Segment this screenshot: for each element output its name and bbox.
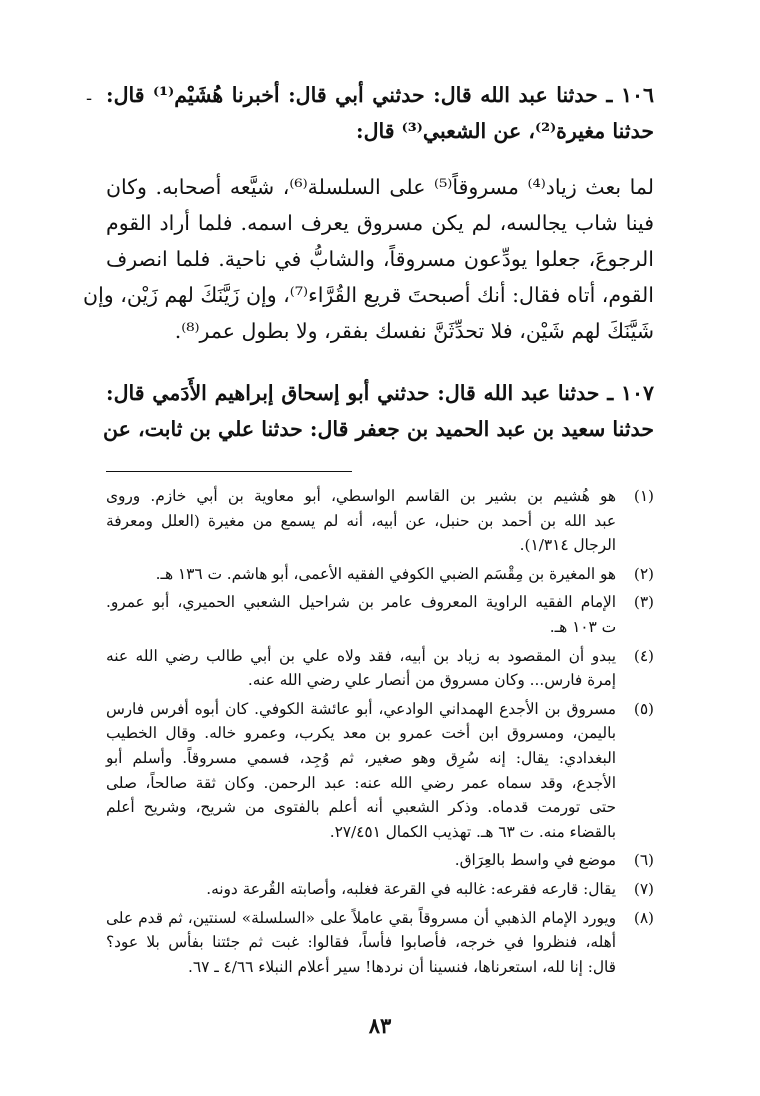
hadith-106-text-line: لما بعث زياد⁽⁴⁾ مسروقاً⁽⁵⁾ على السلسلة⁽⁶⁾، شيَّعه أصحابه. وكان — [106, 175, 654, 199]
hadith-106-text-line: الرجوعَ، جعلوا يودِّعون مسروقاً، والشابُّ في ناحية. فلما انصرف — [106, 247, 654, 271]
footnote-number: (٥) — [633, 699, 654, 718]
hadith-107-number: ١٠٧ — [620, 381, 654, 405]
footnote-separator — [106, 471, 352, 472]
footnote-1: (١) هو هُشيم بن بشير بن القاسم الواسطي، أبو معاوية بن أبي خازم. وروى عبد الله بن أحمد بن حنبل، عن أبيه، أنه لم يسمع من مغيرة (العلل ومعرفة الرجال ١/٣١٤). — [106, 484, 654, 558]
hadith-106-text-line: فينا شاب يجالسه، لم يكن مسروق يعرف اسمه. فلما أراد القوم — [106, 211, 654, 235]
footnotes — [106, 484, 654, 979]
hadith-106-number: ١٠٦ — [620, 83, 654, 107]
footnote-2: (٢) هو المغيرة بن مِقْسَم الضبي الكوفي الفقيه الأعمى، أبو هاشم. ت ١٣٦ هـ. — [106, 562, 654, 587]
footnote-number: (٣) — [633, 593, 654, 612]
footnote-number: (٢) — [633, 564, 654, 583]
footnote-number: (٧) — [633, 879, 654, 898]
hadith-106-text-line: القوم، أتاه فقال: أنك أصبحتَ قريع القُرَّاء⁽⁷⁾، وإن زَيَّنَكَ لهم زَيْن، وإن — [83, 283, 654, 307]
page-number: ٨٣ — [368, 1013, 392, 1038]
footnote-number: (٨) — [633, 908, 654, 927]
hadith-107-isnad-line-2: حدثنا سعيد بن عبد الحميد بن جعفر قال: حدثنا علي بن ثابت، عن — [103, 417, 654, 441]
hadith-106-isnad-line-1: ١٠٦ ـ حدثنا عبد الله قال: حدثني أبي قال: أخبرنا هُشَيْم⁽¹⁾ قال: — [106, 83, 654, 107]
hadith-106-isnad-line-2: حدثنا مغيرة⁽²⁾، عن الشعبي⁽³⁾ قال: — [356, 119, 654, 143]
footnote-6: (٦) موضع في واسط بالعِرَاق. — [106, 848, 654, 873]
footnote-number: (١) — [633, 487, 654, 505]
hadith-107-isnad-line-1: ١٠٧ ـ حدثنا عبد الله قال: حدثني أبو إسحاق إبراهيم الأَدَمي قال: — [106, 381, 654, 405]
footnote-7: (٧) يقال: قارعه فقرعه: غالبه في القرعة فغلبه، وأصابته القُرعة دونه. — [106, 877, 654, 902]
footnote-4: (٤) يبدو أن المقصود به زياد بن أبيه، فقد ولاه علي بن أبي طالب رضي الله عنه إمرة فارس... وكان مسروق من أنصار علي رضي الله عنه. — [106, 644, 654, 693]
footnote-number: (٦) — [633, 851, 654, 870]
footnote-number: (٤) — [633, 646, 654, 665]
margin-mark: - — [86, 88, 93, 109]
footnote-8: (٨) ويورد الإمام الذهبي أن مسروقاً بقي عاملاً على «السلسلة» لسنتين، ثم قدم على أهله، فنظروا في خرجه، فأصابوا فأساً، فقالوا: غبت ثم جئتنا بفأس بلا عود؟ قال: إنا لله، استعرناها، فنسينا أن نردها! سير أعلام النبلاء ٤/٦٦ ـ ٦٧. — [106, 906, 654, 980]
hadith-106-text-line: شَيَّنَكَ لهم شَيْن، فلا تحدِّثَنَّ نفسك بفقر، ولا بطول عمر⁽⁸⁾. — [174, 319, 654, 343]
footnote-3: (٣) الإمام الفقيه الراوية المعروف عامر بن شراحيل الشعبي الحميري، أبو عمرو. ت ١٠٣ هـ. — [106, 590, 654, 639]
footnote-5: (٥) مسروق بن الأجدع الهمداني الوادعي، أبو عائشة الكوفي. كان أبوه أفرس فارس باليمن، ومسروق ابن أخت عمرو بن معد يكرب، وعمرو خاله. وقال الخطيب البغدادي: يقال: إنه سُرِق وهو صغير، ثم وُجِد، فسمي مسروقاً. وأسلم أبو الأجدع، وقد سماه عمر رضي الله عنه: عبد الرحمن. وكان ثقة صالحاً، صلى حتى تورمت قدماه. وذكر الشعبي أنه أعلم بالفتوى من شريح، وشريح أعلم بالقضاء منه. ت ٦٣ هـ. تهذيب الكمال ٢٧/٤٥١. — [106, 697, 654, 845]
